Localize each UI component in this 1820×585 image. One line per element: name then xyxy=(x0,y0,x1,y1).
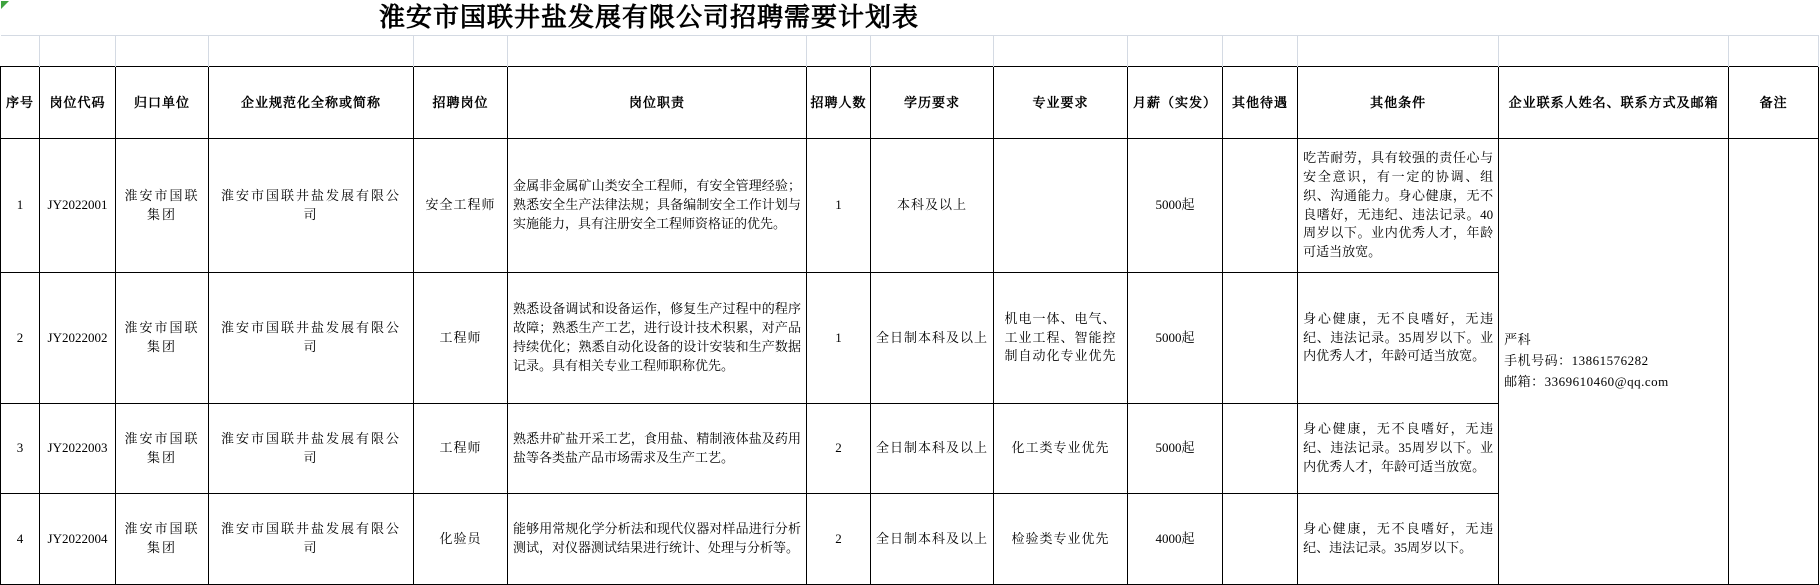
cell-conditions: 身心健康，无不良嗜好，无违纪、违法记录。35周岁以下。业内优秀人才，年龄可适当放宽。 xyxy=(1298,404,1499,494)
cell-code: JY2022003 xyxy=(40,404,116,494)
cell-code: JY2022002 xyxy=(40,273,116,404)
col-header-contact: 企业联系人姓名、联系方式及邮箱 xyxy=(1499,67,1729,139)
cell-major: 化工类专业优先 xyxy=(994,404,1128,494)
col-header-conditions: 其他条件 xyxy=(1298,67,1499,139)
table-row-1 xyxy=(1,139,1819,273)
cell-position: 安全工程师 xyxy=(414,139,508,273)
cell-benefits xyxy=(1223,494,1298,585)
cell-code: JY2022001 xyxy=(40,139,116,273)
col-header-education: 学历要求 xyxy=(871,67,994,139)
page-title: 淮安市国联井盐发展有限公司招聘需要计划表 xyxy=(379,3,920,32)
col-header-code: 岗位代码 xyxy=(40,67,116,139)
col-header-company: 企业规范化全称或简称 xyxy=(209,67,414,139)
cell-headcount: 2 xyxy=(807,404,871,494)
cell-error-triangle-icon xyxy=(1,1,9,9)
cell-education: 全日制本科及以上 xyxy=(871,404,994,494)
cell-salary: 5000起 xyxy=(1128,404,1223,494)
cell-unit: 淮安市国联集团 xyxy=(116,494,209,585)
contact-name: 严科 xyxy=(1504,332,1532,348)
cell-duties: 熟悉设备调试和设备运作，修复生产过程中的程序故障；熟悉生产工艺，进行设计技术积累，对产品持续优化；熟悉自动化设备的设计安装和生产数据记录。具有相关专业工程师职称优先。 xyxy=(508,273,807,404)
cell-position: 化验员 xyxy=(414,494,508,585)
cell-headcount: 2 xyxy=(807,494,871,585)
cell-salary: 4000起 xyxy=(1128,494,1223,585)
col-header-unit: 归口单位 xyxy=(116,67,209,139)
cell-major: 机电一体、电气、工业工程、智能控制自动化专业优先 xyxy=(994,273,1128,404)
cell-education: 全日制本科及以上 xyxy=(871,494,994,585)
cell-salary: 5000起 xyxy=(1128,139,1223,273)
col-header-salary: 月薪（实发） xyxy=(1128,67,1223,139)
contact-email: 邮箱：3369610460@qq.com xyxy=(1504,373,1669,389)
col-header-duties: 岗位职责 xyxy=(508,67,807,139)
col-header-seq: 序号 xyxy=(1,67,40,139)
title-row xyxy=(1,0,1819,36)
col-header-headcount: 招聘人数 xyxy=(807,67,871,139)
cell-conditions: 身心健康，无不良嗜好，无违纪、违法记录。35周岁以下。 xyxy=(1298,494,1499,585)
cell-major xyxy=(994,139,1128,273)
cell-salary: 5000起 xyxy=(1128,273,1223,404)
cell-seq: 2 xyxy=(1,273,40,404)
col-header-position: 招聘岗位 xyxy=(414,67,508,139)
cell-unit: 淮安市国联集团 xyxy=(116,404,209,494)
cell-duties: 金属非金属矿山类安全工程师，有安全管理经验；熟悉安全生产法律法规；具备编制安全工作计划与实施能力，具有注册安全工程师资格证的优先。 xyxy=(508,139,807,273)
cell-seq: 3 xyxy=(1,404,40,494)
cell-unit: 淮安市国联集团 xyxy=(116,273,209,404)
title-row-spacer xyxy=(1298,0,1819,36)
cell-headcount: 1 xyxy=(807,273,871,404)
cell-company: 淮安市国联井盐发展有限公司 xyxy=(209,494,414,585)
cell-major: 检验类专业优先 xyxy=(994,494,1128,585)
cell-duties: 能够用常规化学分析法和现代仪器对样品进行分析测试，对仪器测试结果进行统计、处理与分析等。 xyxy=(508,494,807,585)
cell-company: 淮安市国联井盐发展有限公司 xyxy=(209,273,414,404)
cell-education: 全日制本科及以上 xyxy=(871,273,994,404)
cell-company: 淮安市国联井盐发展有限公司 xyxy=(209,404,414,494)
col-header-benefits: 其他待遇 xyxy=(1223,67,1298,139)
cell-benefits xyxy=(1223,273,1298,404)
col-header-remark: 备注 xyxy=(1729,67,1819,139)
cell-duties: 熟悉井矿盐开采工艺，食用盐、精制液体盐及药用盐等各类盐产品市场需求及生产工艺。 xyxy=(508,404,807,494)
cell-headcount: 1 xyxy=(807,139,871,273)
cell-position: 工程师 xyxy=(414,404,508,494)
cell-education: 本科及以上 xyxy=(871,139,994,273)
cell-unit: 淮安市国联集团 xyxy=(116,139,209,273)
cell-code: JY2022004 xyxy=(40,494,116,585)
cell-company: 淮安市国联井盐发展有限公司 xyxy=(209,139,414,273)
cell-benefits xyxy=(1223,404,1298,494)
cell-contact-merged xyxy=(1499,139,1729,585)
cell-seq: 1 xyxy=(1,139,40,273)
cell-conditions: 身心健康，无不良嗜好，无违纪、违法记录。35周岁以下。业内优秀人才，年龄可适当放宽。 xyxy=(1298,273,1499,404)
header-row xyxy=(1,67,1819,139)
cell-seq: 4 xyxy=(1,494,40,585)
cell-remark-merged xyxy=(1729,139,1819,585)
cell-position: 工程师 xyxy=(414,273,508,404)
empty-grid-strip xyxy=(1,36,1819,67)
contact-phone: 手机号码：13861576282 xyxy=(1504,353,1649,369)
col-header-major: 专业要求 xyxy=(994,67,1128,139)
cell-benefits xyxy=(1223,139,1298,273)
cell-conditions: 吃苦耐劳，具有较强的责任心与安全意识，有一定的协调、组织、沟通能力。身心健康，无不良嗜好，无违纪、违法记录。40周岁以下。业内优秀人才，年龄可适当放宽。 xyxy=(1298,139,1499,273)
